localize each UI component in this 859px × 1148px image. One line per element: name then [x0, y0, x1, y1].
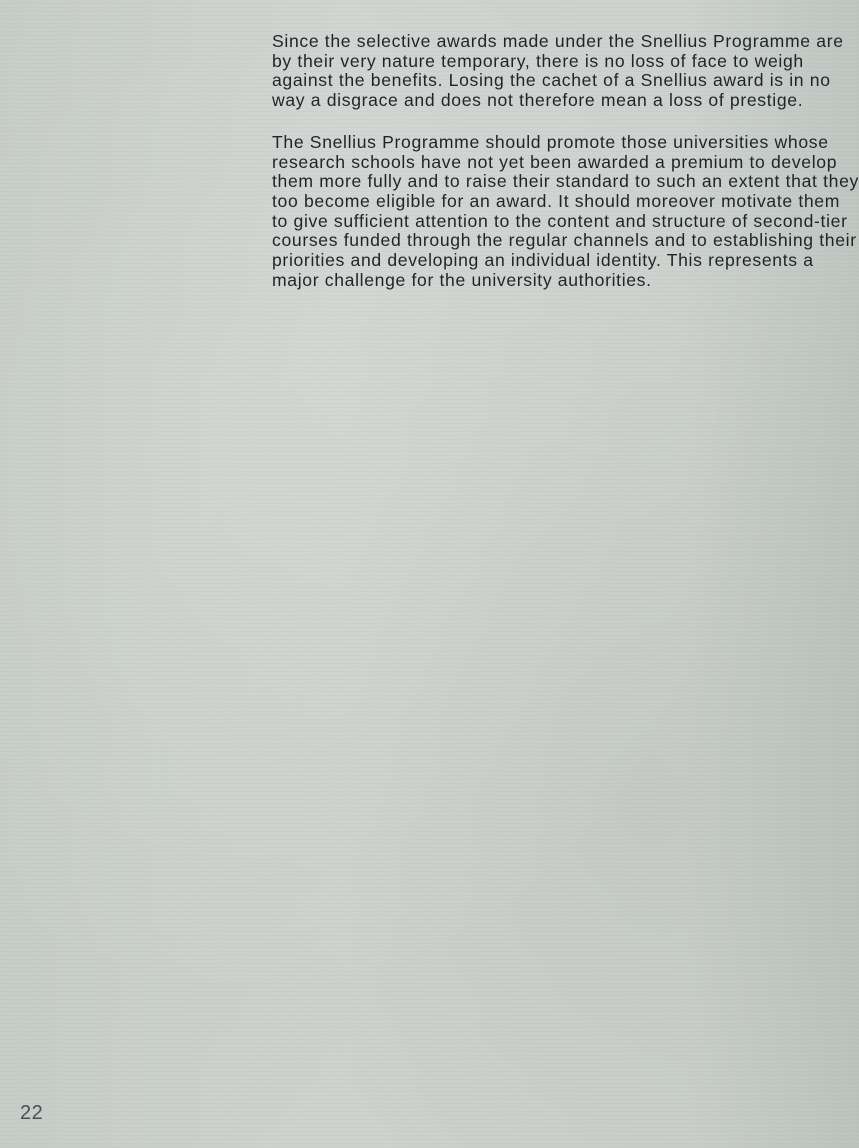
text-line: way a disgrace and does not therefore mean a loss of prestige. [272, 90, 804, 111]
text-line: major challenge for the university authorities. [272, 269, 652, 290]
text-line: Since the selective awards made under the Snellius Programme are [272, 31, 844, 51]
paragraph-programme-goals [272, 131, 859, 291]
body-text [272, 31, 859, 312]
text-line: The Snellius Programme should promote those universities whose [272, 131, 829, 152]
paragraph-snellius-awards [272, 31, 844, 111]
text-line: priorities and developing an individual identity. This represents a [272, 250, 814, 271]
text-line: by their very nature temporary, there is no loss of face to weigh [272, 50, 804, 71]
text-line: too become eligible for an award. It should moreover motivate them [272, 190, 841, 211]
text-line: courses funded through the regular channels and to establishing their [272, 230, 857, 251]
text-line: them more fully and to raise their standard to such an extent that they [272, 171, 859, 192]
page-number: 22 [20, 1102, 44, 1124]
text-line: research schools have not yet been awarded a premium to develop [272, 151, 838, 172]
text-line: against the benefits. Losing the cachet of a Snellius award is in no [272, 70, 831, 91]
text-line: to give sufficient attention to the content and structure of second-tier [272, 210, 848, 231]
